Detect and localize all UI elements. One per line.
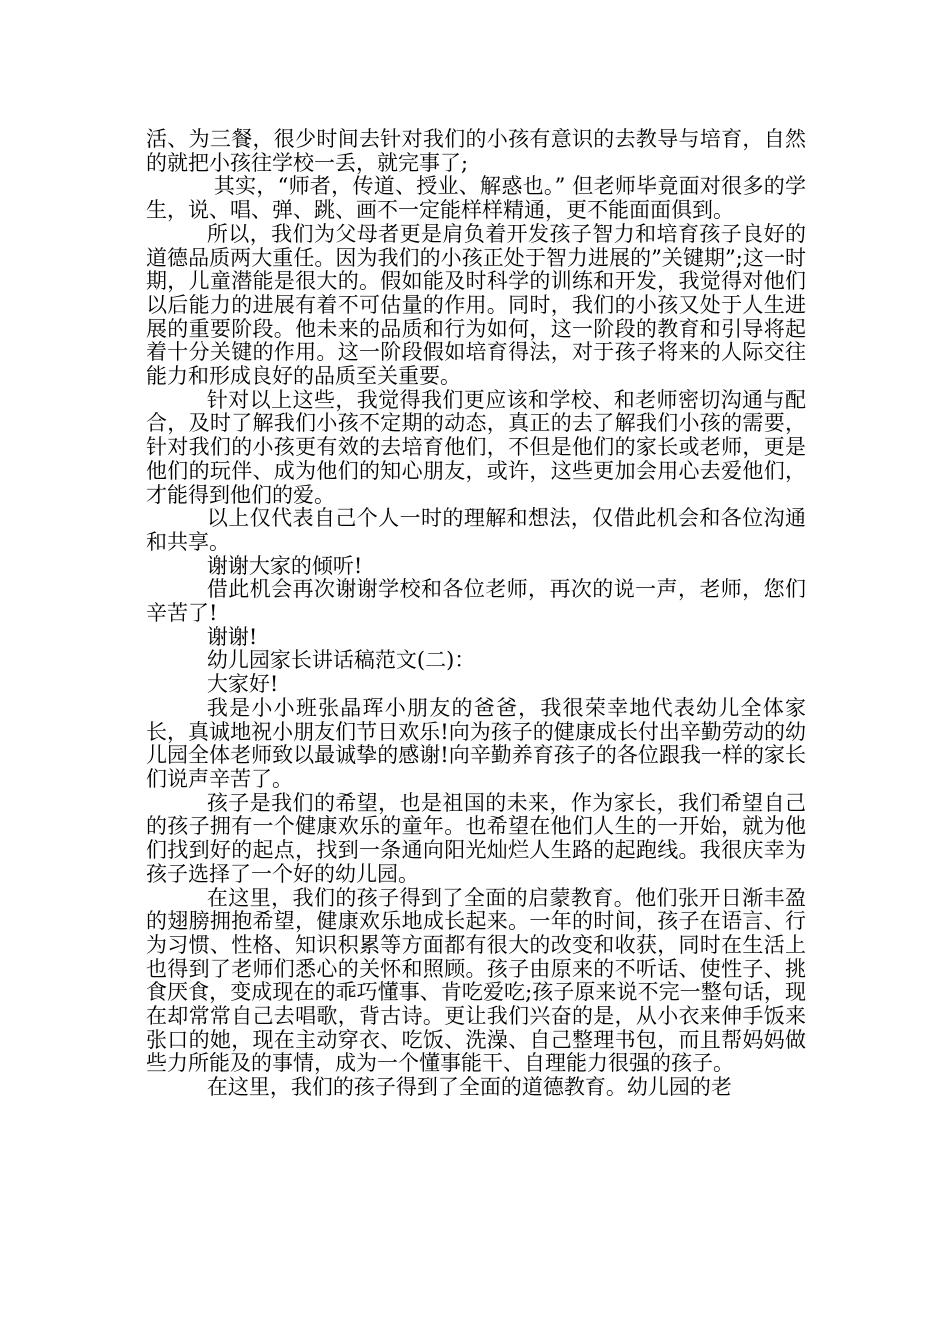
paragraph-2: 其实，“师者，传道、授业、解惑也。” 但老师毕竟面对很多的学生，说、唱、弹、跳、画不一定能样样精通，更不能面面俱到。 [146,174,806,223]
paragraph-8: 谢谢! [206,624,258,649]
paragraph-7: 借此机会再次谢谢学校和各位老师，再次的说一声，老师，您们辛苦了! [146,577,806,626]
paragraph-4: 针对以上这些，我觉得我们更应该和学校、和老师密切沟通与配合，及时了解我们小孩不定期的动态，真正的去了解我们小孩的需要，针对我们的小孩更有效的去培育他们，不但是他们的家长或老师，更是他们的玩伴、成为他们的知心朋友，或许，这些更加会用心去爱他们，才能得到他们的爱。 [146,387,806,507]
paragraph-3: 所以，我们为父母者更是肩负着开发孩子智力和培育孩子良好的道德品质两大重任。因为我们的小孩正处于智力进展的”关键期”;这一时期，儿童潜能是很大的。假如能及时科学的训练和开发，我觉得对他们以后能力的进展有着不可估量的作用。同时，我们的小孩又处于人生进展的重要阶段。他未来的品质和行为如何，这一阶段的教育和引导将起着十分关键的作用。这一阶段假如培育得法，对于孩子将来的人际交往能力和形成良好的品质至关重要。 [146,221,806,389]
paragraph-5: 以上仅代表自己个人一时的理解和想法，仅借此机会和各位沟通和共享。 [146,506,806,554]
paragraph-14: 在这里，我们的孩子得到了全面的道德教育。幼儿园的老 [206,1075,732,1100]
paragraph-11: 我是小小班张晶珲小朋友的爸爸，我很荣幸地代表幼儿全体家长，真诚地祝小朋友们节日欢乐!向为孩子的健康成长付出辛勤劳动的幼儿园全体老师致以最诚挚的感谢!向辛勤养育孩子的各位跟我一样的家长们说声辛苦了。 [146,695,806,791]
paragraph-13: 在这里，我们的孩子得到了全面的启蒙教育。他们张开日渐丰盈的翅膀拥抱希望，健康欢乐地成长起来。一年的时间，孩子在语言、行为习惯、性格、知识积累等方面都有很大的改变和收获，同时在生活上也得到了老师们悉心的关怀和照顾。孩子由原来的不听话、使性子、挑食厌食，变成现在的乖巧懂事、肯吃爱吃;孩子原来说不完一整句话，现在却常常自己去唱歌，背古诗。更让我们兴奋的是，从小衣来伸手饭来张口的她，现在主动穿衣、吃饭、洗澡、自己整理书包，而且帮妈妈做些力所能及的事情，成为一个懂事能干、自理能力很强的孩子。 [146,885,806,1076]
section-heading: 幼儿园家长讲话稿范文(二)： [206,648,476,673]
document-page [146,128,806,1100]
paragraph-10: 大家好! [206,672,279,697]
paragraph-1: 活、为三餐，很少时间去针对我们的小孩有意识的去教导与培育，自然的就把小孩往学校一丢，就完事了; [146,127,806,175]
paragraph-12: 孩子是我们的希望，也是祖国的未来，作为家长，我们希望自己的孩子拥有一个健康欢乐的童年。也希望在他们人生的一开始，就为他们找到好的起点，找到一条通向阳光灿烂人生路的起跑线。我很庆幸为孩子选择了一个好的幼儿园。 [146,790,806,886]
paragraph-6: 谢谢大家的倾听! [206,553,363,578]
